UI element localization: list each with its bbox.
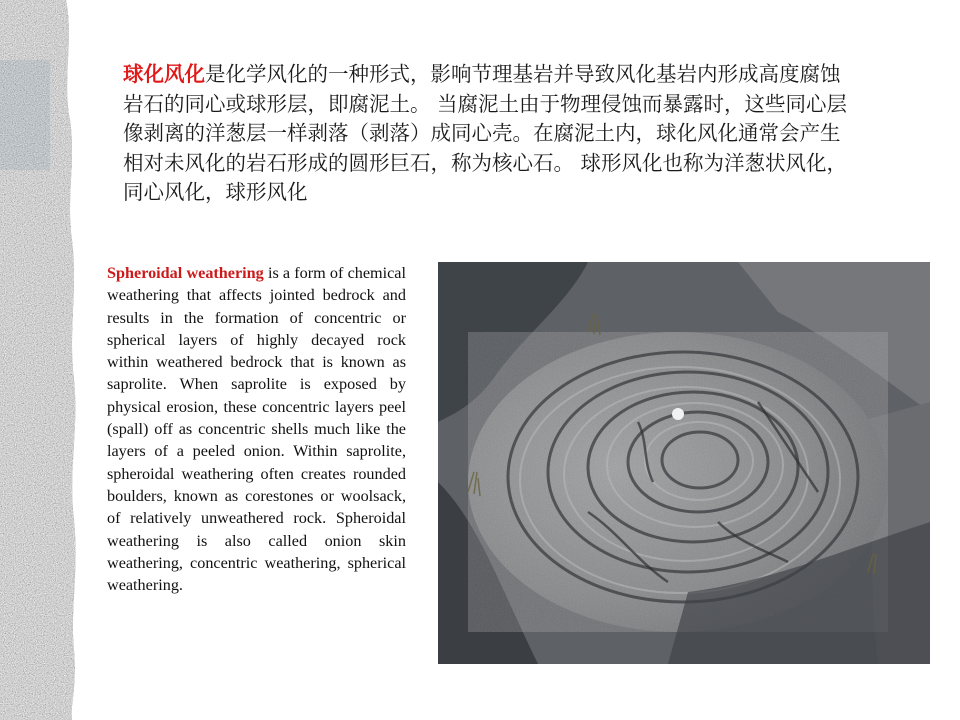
english-term-highlight: Spheroidal weathering	[107, 264, 264, 282]
granite-texture-strip	[0, 0, 80, 720]
english-description-body: is a form of chemical weathering that affects jointed bedrock and results in the formation of concentric or spherical layers of highly decayed rock within weathered bedrock that is known as saprolite. When saprolite is exposed by physical erosion, these concentric layers peel (spall) off as concentric shells much like the layers of a peeled onion. Within saprolite, spheroidal weathering often creates rounded boulders, known as corestones or woolsack, of relatively unweathered rock. Spheroidal weathering is also called onion skin weathering, concentric weathering, spherical weathering.	[107, 264, 406, 595]
chinese-description-body: 是化学风化的一种形式，影响节理基岩并导致风化基岩内形成高度腐蚀岩石的同心或球形层，即腐泥土。 当腐泥土由于物理侵蚀而暴露时，这些同心层像剥离的洋葱层一样剥落（剥落）成同心壳。在腐泥土内，球化风化通常会产生相对未风化的岩石形成的圆形巨石，称为核心石。 球形风化也称为洋葱状风化，同心风化，球形风化	[123, 62, 848, 204]
english-description	[107, 262, 406, 596]
chinese-term-highlight: 球化风化	[123, 62, 205, 86]
spheroidal-weathering-photo	[438, 262, 930, 664]
chinese-description	[123, 60, 853, 208]
